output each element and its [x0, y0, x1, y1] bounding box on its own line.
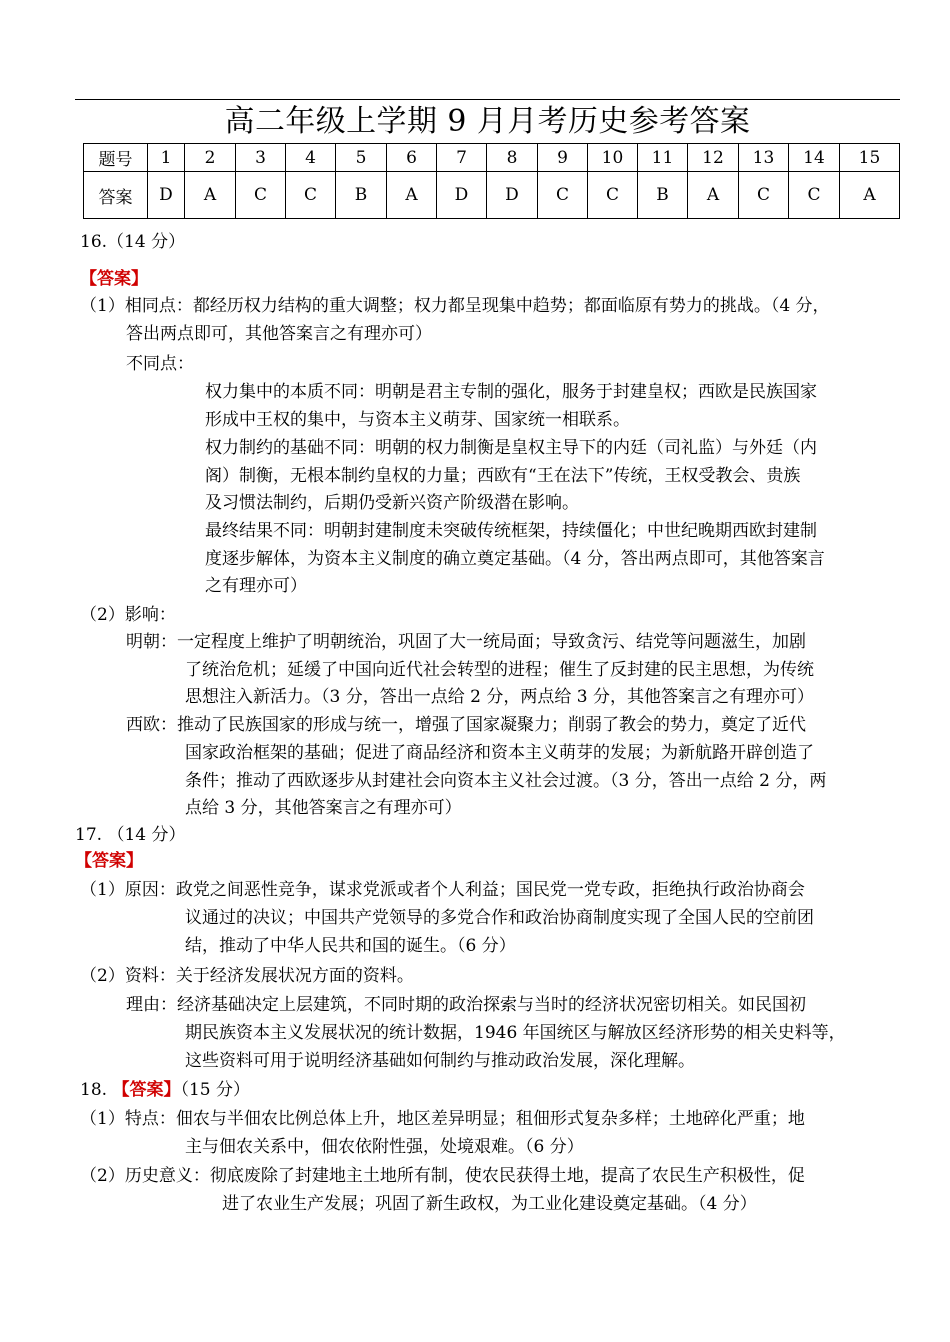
q17-text-line: 结，推动了中华人民共和国的诞生。（6 分） [185, 936, 516, 956]
q16-text-line: 及习惯法制约，后期仍受新兴资产阶级潜在影响。 [205, 493, 579, 513]
table-cell: C [739, 172, 789, 219]
q18-text-line: 主与佃农关系中，佃农依附性强，处境艰难。（6 分） [185, 1137, 584, 1157]
q16-text-line: 权力集中的本质不同：明朝是君主专制的强化，服务于封建皇权；西欧是民族国家 [205, 382, 817, 402]
q16-text-line: 不同点： [126, 354, 194, 374]
table-cell: B [638, 172, 688, 219]
q16-text-line: 形成中王权的集中，与资本主义萌芽、国家统一相联系。 [205, 410, 630, 430]
table-cell: 5 [336, 144, 387, 172]
q16-text-line: （1）相同点：都经历权力结构的重大调整；权力都呈现集中趋势；都面临原有势力的挑战。（4 分， [80, 296, 830, 316]
table-cell: A [387, 172, 437, 219]
table-row-numbers [84, 144, 900, 172]
q16-text-line: 阁）制衡，无根本制约皇权的力量；西欧有“王在法下”传统，王权受教会、贵族 [205, 466, 801, 486]
table-cell: 7 [437, 144, 487, 172]
q17-text-line: 议通过的决议；中国共产党领导的多党合作和政治协商制度实现了全国人民的空前团 [185, 908, 814, 928]
table-cell: 4 [286, 144, 336, 172]
table-cell: 15 [840, 144, 900, 172]
q18-score: （15 分） [180, 1080, 250, 1100]
q17-text-line: （2）资料：关于经济发展状况方面的资料。 [80, 966, 414, 986]
q16-text-line: 西欧：推动了民族国家的形成与统一，增强了国家凝聚力；削弱了教会的势力，奠定了近代 [126, 715, 806, 735]
table-cell: D [437, 172, 487, 219]
q16-text-line: 条件；推动了西欧逐步从封建社会向资本主义社会过渡。（3 分，答出一点给 2 分，两 [185, 771, 827, 791]
q16-text-line: 之有理亦可） [205, 576, 307, 596]
q16-answer-tag: 【答案】 [80, 269, 148, 289]
q16-text-line: （2）影响： [80, 605, 176, 625]
q16-text-line: 思想注入新活力。（3 分，答出一点给 2 分，两点给 3 分，其他答案言之有理亦可） [185, 687, 814, 707]
top-rule [75, 99, 900, 100]
q18-text-line: 进了农业生产发展；巩固了新生政权，为工业化建设奠定基础。（4 分） [222, 1194, 757, 1214]
table-cell: A [185, 172, 236, 219]
table-cell: 6 [387, 144, 437, 172]
table-cell: C [588, 172, 638, 219]
table-cell: D [487, 172, 538, 219]
table-cell: 13 [739, 144, 789, 172]
table-cell: 8 [487, 144, 538, 172]
row-label-answer: 答案 [84, 172, 148, 219]
table-cell: C [538, 172, 588, 219]
table-cell: 12 [688, 144, 739, 172]
table-cell: 9 [538, 144, 588, 172]
table-row-answers [84, 172, 900, 219]
q17-answer-tag: 【答案】 [75, 851, 143, 871]
q18-text-line: （2）历史意义：彻底废除了封建地主土地所有制，使农民获得土地，提高了农民生产积极性，促 [80, 1166, 805, 1186]
table-cell: 11 [638, 144, 688, 172]
table-cell: C [286, 172, 336, 219]
q17-text-line: 这些资料可用于说明经济基础如何制约与推动政治发展，深化理解。 [185, 1051, 695, 1071]
q17-heading: 17. （14 分） [75, 825, 186, 845]
q16-heading: 16.（14 分） [80, 232, 186, 252]
q18-answer-tag: 【答案】 [112, 1080, 181, 1100]
q17-text-line: （1）原因：政党之间恶性竞争，谋求党派或者个人利益；国民党一党专政，拒绝执行政治协商会 [80, 880, 805, 900]
table-cell: 14 [789, 144, 840, 172]
q16-text-line: 最终结果不同：明朝封建制度未突破传统框架，持续僵化；中世纪晚期西欧封建制 [205, 521, 817, 541]
table-cell: 1 [148, 144, 185, 172]
q18-heading [80, 1079, 250, 1101]
table-cell: A [840, 172, 900, 219]
q18-number: 18. [80, 1080, 108, 1100]
q16-text-line: 度逐步解体，为资本主义制度的确立奠定基础。（4 分，答出两点即可，其他答案言 [205, 549, 825, 569]
q17-text-line: 期民族资本主义发展状况的统计数据，1946 年国统区与解放区经济形势的相关史料等， [185, 1023, 846, 1043]
q16-text-line: 了统治危机；延缓了中国向近代社会转型的进程；催生了反封建的民主思想，为传统 [185, 660, 814, 680]
q16-text-line: 明朝：一定程度上维护了明朝统治，巩固了大一统局面；导致贪污、结党等问题滋生，加剧 [126, 632, 806, 652]
table-cell: A [688, 172, 739, 219]
table-cell: D [148, 172, 185, 219]
row-label-number: 题号 [84, 144, 148, 172]
table-cell: 10 [588, 144, 638, 172]
q16-text-line: 点给 3 分，其他答案言之有理亦可） [185, 798, 462, 818]
q16-text-line: 权力制约的基础不同：明朝的权力制衡是皇权主导下的内廷（司礼监）与外廷（内 [205, 438, 817, 458]
q18-text-line: （1）特点：佃农与半佃农比例总体上升，地区差异明显；租佃形式复杂多样；土地碎化严重；地 [80, 1109, 805, 1129]
answer-table [83, 143, 900, 219]
page-title: 高二年级上学期 9 月月考历史参考答案 [224, 104, 751, 139]
table-cell: 2 [185, 144, 236, 172]
table-cell: C [236, 172, 286, 219]
q16-text-line: 国家政治框架的基础；促进了商品经济和资本主义萌芽的发展；为新航路开辟创造了 [185, 743, 814, 763]
table-cell: B [336, 172, 387, 219]
table-cell: C [789, 172, 840, 219]
table-cell: 3 [236, 144, 286, 172]
q16-text-line: 答出两点即可，其他答案言之有理亦可） [126, 324, 432, 344]
q17-text-line: 理由：经济基础决定上层建筑，不同时期的政治探索与当时的经济状况密切相关。如民国初 [126, 995, 806, 1015]
